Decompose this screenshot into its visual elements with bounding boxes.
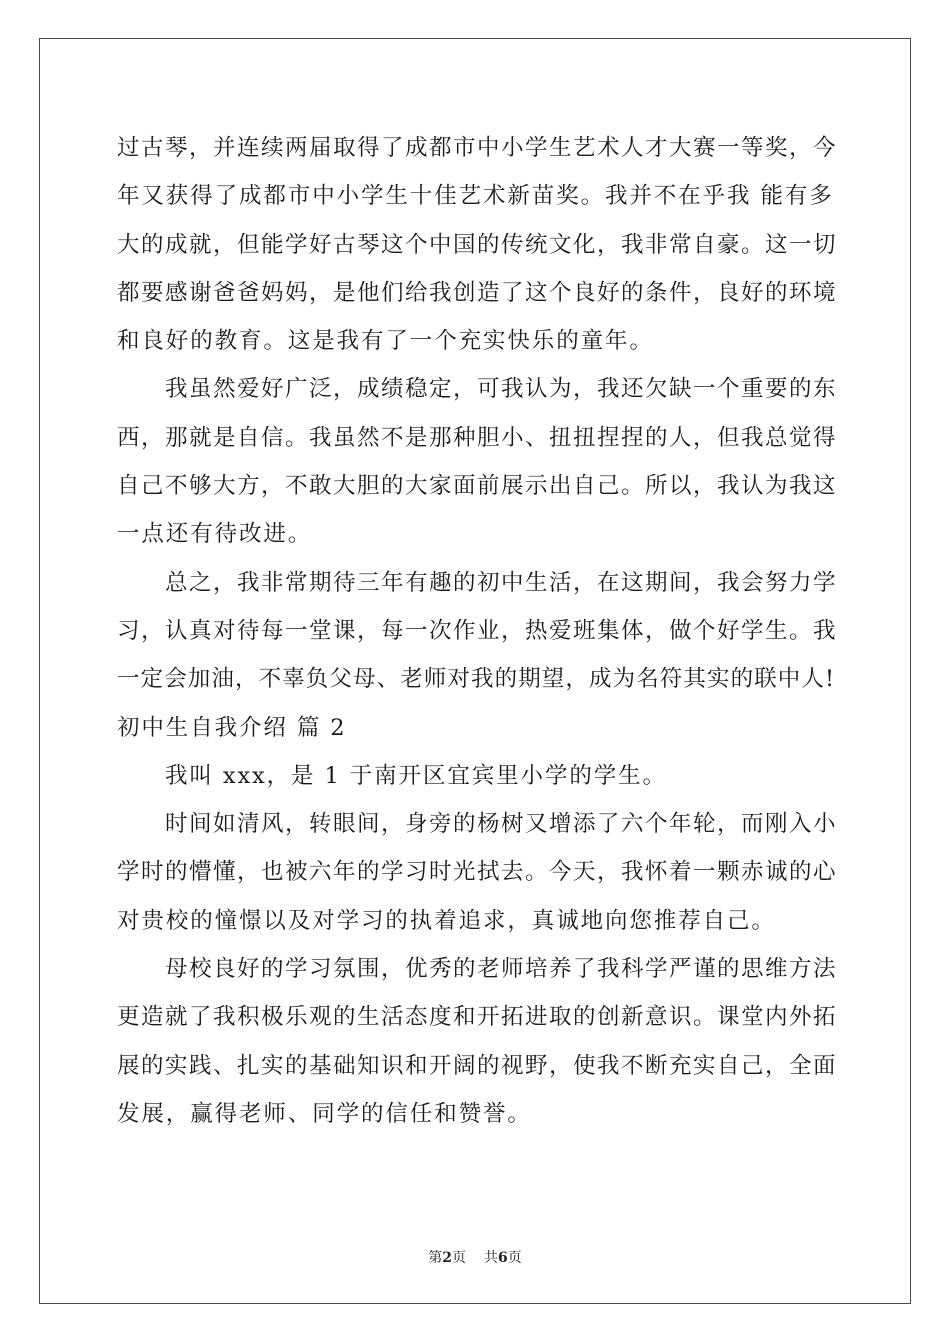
text-line: 一点还有待改进。: [117, 521, 313, 548]
text-line: 对贵校的憧憬以及对学习的执着追求，真诚地向您推荐自己。: [117, 907, 776, 934]
text-line: 我叫 xxx，是 1 于南开区宜宾里小学的学生。: [165, 762, 667, 789]
text-line: 发展，赢得老师、同学的信任和赞誉。: [117, 1100, 532, 1127]
text-line: 一定会加油，不辜负父母、老师对我的期望，成为名符其实的联中人!: [117, 666, 836, 693]
text-line: 年又获得了成都市中小学生十佳艺术新苗奖。我并不在乎我 能有多: [117, 183, 834, 210]
total-prefix: 共: [484, 1250, 498, 1266]
text-line: 西，那就是自信。我虽然不是那种胆小、扭扭捏捏的人，但我总觉得: [117, 424, 838, 451]
text-line: 时间如清风，转眼间，身旁的杨树又增添了六个年轮，而刚入小: [165, 811, 838, 838]
text-line: 母校良好的学习氛围，优秀的老师培养了我科学严谨的思维方法: [165, 956, 838, 983]
page-footer: [0, 1247, 950, 1267]
text-line: 习，认真对待每一堂课，每一次作业，热爱班集体，做个好学生。我: [117, 617, 838, 644]
page-total: 6: [498, 1250, 508, 1266]
page-current: 2: [442, 1250, 452, 1266]
section-heading: 初中生自我介绍 篇 2: [117, 714, 347, 741]
text-line: 过古琴，并连续两届取得了成都市中小学生艺术人才大赛一等奖，今: [117, 135, 838, 161]
page-prefix: 第: [428, 1250, 443, 1266]
page-suffix: 页: [452, 1250, 466, 1266]
text-line: 展的实践、扎实的基础知识和开阔的视野，使我不断充实自己，全面: [117, 1052, 838, 1079]
text-line: 总之，我非常期待三年有趣的初中生活，在这期间，我会努力学: [165, 569, 838, 596]
text-line: 自己不够大方，不敢大胆的大家面前展示出自己。所以，我认为我这: [117, 473, 838, 500]
text-line: 我虽然爱好广泛，成绩稳定，可我认为，我还欠缺一个重要的东: [165, 376, 838, 403]
text-line: 和良好的教育。这是我有了一个充实快乐的童年。: [117, 328, 654, 355]
total-suffix: 页: [507, 1250, 522, 1266]
text-line: 学时的懵懂，也被六年的学习时光拭去。今天，我怀着一颗赤诚的心: [117, 859, 838, 886]
text-line: 更造就了我积极乐观的生活态度和开拓进取的创新意识。课堂内外拓: [117, 1004, 838, 1031]
document-body: [117, 124, 837, 1138]
text-line: 大的成就，但能学好古琴这个中国的传统文化，我非常自豪。这一切: [117, 231, 838, 258]
text-line: 都要感谢爸爸妈妈，是他们给我创造了这个良好的条件，良好的环境: [117, 279, 838, 306]
